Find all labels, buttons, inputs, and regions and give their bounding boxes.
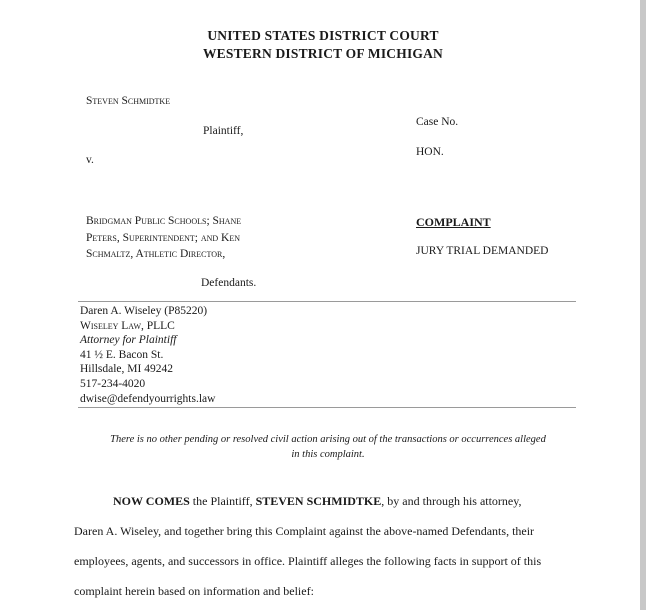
attorney-firm: Wiseley Law, PLLC [80,319,175,332]
jury-demand: JURY TRIAL DEMANDED [416,245,549,257]
court-district: WESTERN DISTRICT OF MICHIGAN [202,46,444,61]
attorney-email: dwise@defendyourrights.law [80,392,216,405]
attorney-city: Hillsdale, MI 49242 [80,363,173,376]
attorney-role: Attorney for Plaintiff [80,334,177,347]
case-number-label: Case No. [416,116,459,128]
versus: v. [86,154,94,166]
plaintiff-name: Steven Schmidtke [86,95,171,107]
attorney-street: 41 ½ E. Bacon St. [80,348,164,361]
body-text: the Plaintiff, [189,494,256,508]
plaintiff-role: Plaintiff, [203,125,244,137]
defendants-role: Defendants. [201,277,257,289]
window-edge [640,0,646,610]
court-name: UNITED STATES DISTRICT COURT [207,28,439,43]
related-case-notice [80,432,576,462]
defendants-line: Peters, Superintendent; and Ken [86,232,241,244]
judge-label: HON. [416,146,444,158]
body-paragraph-line [113,494,521,509]
attorney-phone: 517-234-4020 [80,377,146,390]
body-paragraph-line: complaint herein based on information and belief: [74,584,314,598]
defendants-line: Schmaltz, Athletic Director, [86,248,226,260]
notice-line: in this complaint. [291,449,365,460]
divider [78,301,576,302]
attorney-name: Daren A. Wiseley (P85220) [80,305,208,317]
body-paragraph-line: employees, agents, and successors in office. Plaintiff alleges the following facts in support of this [74,554,542,568]
attorney-block [80,304,215,406]
notice-line: There is no other pending or resolved civil action arising out of the transactions or occurrences alleged [110,434,546,445]
document-title: COMPLAINT [416,215,491,229]
body-paragraph-line: Daren A. Wiseley, and together bring this Complaint against the above-named Defendants, their [74,524,535,538]
defendants-line: Bridgman Public Schools; Shane [86,215,242,227]
body-text: , by and through his attorney, [381,494,522,508]
now-comes: NOW COMES [113,494,190,508]
divider [78,407,576,408]
plaintiff-name-bold: STEVEN SCHMIDTKE [255,494,382,508]
